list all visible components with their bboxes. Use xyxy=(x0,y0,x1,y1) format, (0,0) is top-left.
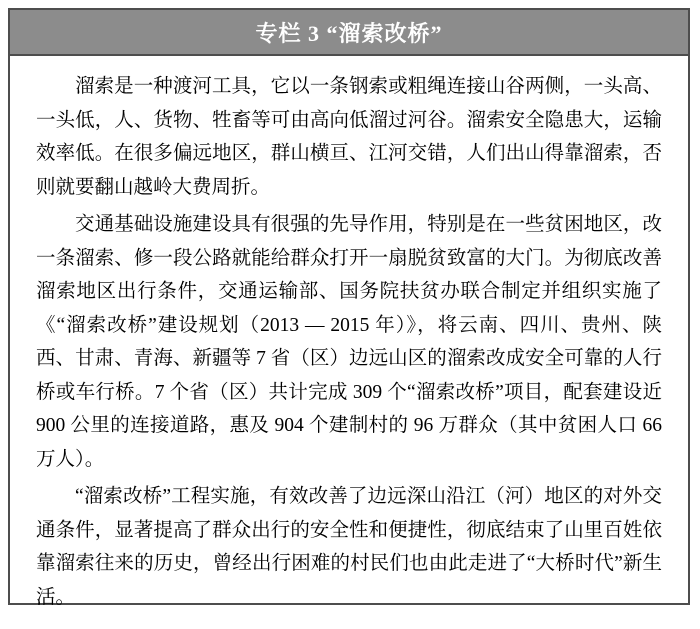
paragraph: 溜索是一种渡河工具，它以一条钢索或粗绳连接山谷两侧，一头高、一头低，人、货物、牲畜等可由高向低溜过河谷。溜索安全隐患大，运输效率低。在很多偏远地区，群山横亘、江河交错，人们出山得靠溜索，否则就要翻山越岭大费周折。 xyxy=(36,76,662,198)
box-title: 专栏 3 “溜索改桥” xyxy=(255,20,443,46)
paragraph: 交通基础设施建设具有很强的先导作用，特别是在一些贫困地区，改一条溜索、修一段公路就能给群众打开一扇脱贫致富的大门。为彻底改善溜索地区出行条件，交通运输部、国务院扶贫办联合制定并组织实施了《“溜索改桥”建设规划（2013 — 2015 年）》，将云南、四川、贵州、陕西、甘肃、青海、新疆等 7 省（区）边远山区的溜索改成安全可靠的人行桥或车行桥。7 个省（区）共计完成 309 个“溜索改桥”项目，配套建设近 900 公里的连接道路，惠及 904 个建制村的 96 万群众（其中贫困人口 66 万人）。 xyxy=(36,214,662,470)
paragraph: “溜索改桥”工程实施，有效改善了边远深山沿江（河）地区的对外交通条件，显著提高了群众出行的安全性和便捷性，彻底结束了山里百姓依靠溜索往来的历史，曾经出行困难的村民们也由此走进了“大桥时代”新生活。 xyxy=(36,486,662,608)
callout-box xyxy=(8,8,690,608)
box-body xyxy=(10,56,688,629)
box-title-bar xyxy=(10,10,688,56)
